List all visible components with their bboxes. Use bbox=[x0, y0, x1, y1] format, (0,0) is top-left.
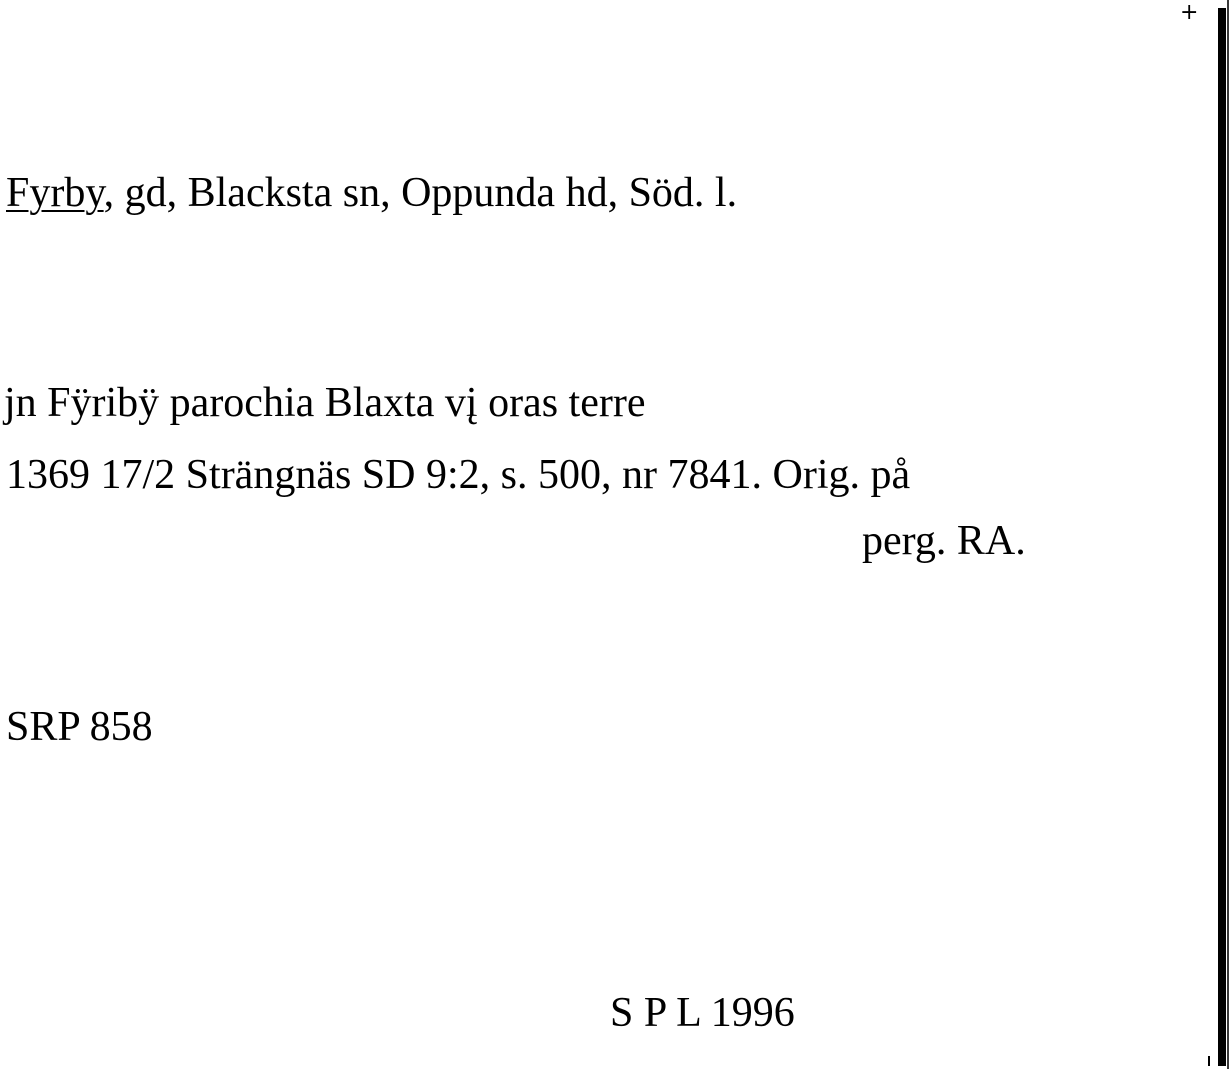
scan-edge-bar bbox=[1218, 8, 1226, 1066]
entry-line bbox=[6, 172, 737, 214]
signature-year: S P L 1996 bbox=[610, 990, 795, 1036]
place-location: , gd, Blacksta sn, Oppunda hd, Söd. l. bbox=[103, 170, 738, 216]
scan-edge-line bbox=[1227, 0, 1229, 1069]
source-citation-line-1: 1369 17/2 Strängnäs SD 9:2, s. 500, nr 7841. Orig. på bbox=[6, 452, 911, 498]
reference-code: SRP 858 bbox=[6, 704, 153, 750]
scan-bottom-tick bbox=[1208, 1056, 1210, 1066]
historical-quote: jn Fÿribÿ parochia Blaxta vį oras terre bbox=[4, 380, 646, 426]
crop-mark-icon: + bbox=[1180, 0, 1199, 25]
source-citation-line-2: perg. RA. bbox=[862, 518, 1026, 564]
place-name-headword: Fyrby bbox=[6, 170, 104, 216]
